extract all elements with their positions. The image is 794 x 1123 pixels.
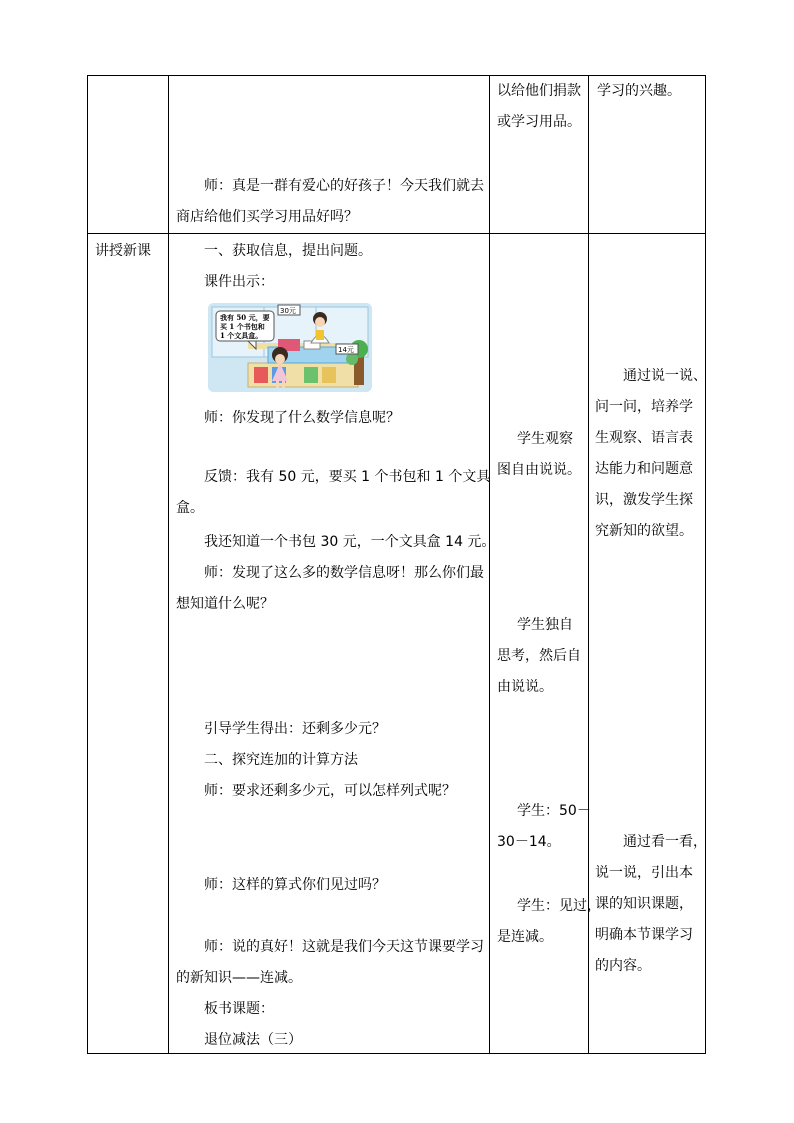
known-prices-text: 我还知道一个书包 30 元，一个文具盒 14 元。 [204, 534, 496, 550]
teacher-question-info: 师：你发现了什么数学信息呢？ [204, 410, 400, 426]
row1-col4-text: 学习的兴趣。 [597, 83, 681, 99]
row1-col2-text: 师：真是一群有爱心的好孩子！今天我们就去 商店给他们买学习用品好吗？ [176, 178, 484, 225]
guide-students-text: 引导学生得出：还剩多少元？ [204, 721, 386, 737]
courseware-label: 课件出示： [204, 274, 274, 290]
bubble-line-3: 1 个文具盒。 [220, 331, 263, 340]
section-label: 讲授新课 [95, 243, 151, 259]
column-divider-1 [168, 76, 169, 1053]
price-tag-box: 14元 [338, 346, 354, 354]
column-divider-2 [489, 76, 490, 1053]
student-answer-formula: 学生：50－ 30－14。 [497, 803, 591, 850]
design-intent-topic: 通过看一看， 说一说，引出本 课的知识课题， 明确本节课学习 的内容。 [595, 834, 707, 974]
teacher-question-formula: 师：要求还剩多少元，可以怎样列式呢？ [204, 783, 456, 799]
teacher-question-want: 师：发现了这么多的数学信息呀！那么你们最 想知道什么呢？ [176, 565, 484, 612]
bubble-line-1: 我有 50 元，要 [220, 313, 270, 322]
lesson-plan-table [87, 75, 706, 1054]
price-tag-bag: 30元 [280, 307, 296, 315]
teacher-praise-text: 师：说的真好！这就是我们今天这节课要学习 的新知识——连减。 [176, 939, 484, 986]
student-activity-observe: 学生观察 图自由说说。 [497, 431, 581, 478]
student-answer-seen: 学生：见过， 是连减。 [497, 898, 601, 945]
feedback-text: 反馈：我有 50 元，要买 1 个书包和 1 个文具 盒。 [176, 469, 491, 516]
bubble-line-2: 买 1 个书包和 [220, 322, 265, 331]
student-activity-think: 学生独自 思考，然后自 由说说。 [497, 617, 581, 695]
row1-col3-text: 以给他们捐款 或学习用品。 [497, 83, 581, 130]
heading-get-information: 一、获取信息，提出问题。 [204, 243, 372, 259]
design-intent-observe: 通过说一说、 问一问，培养学 生观察、语言表 达能力和问题意 识，激发学生探 究新知的欲望。 [595, 368, 707, 539]
teacher-question-seen: 师：这样的算式你们见过吗？ [204, 877, 386, 893]
board-title-label: 板书课题： [204, 1001, 274, 1017]
lesson-title: 退位减法（三） [204, 1032, 302, 1048]
heading-explore-method: 二、探究连加的计算方法 [204, 752, 358, 768]
shop-illustration [208, 303, 372, 392]
